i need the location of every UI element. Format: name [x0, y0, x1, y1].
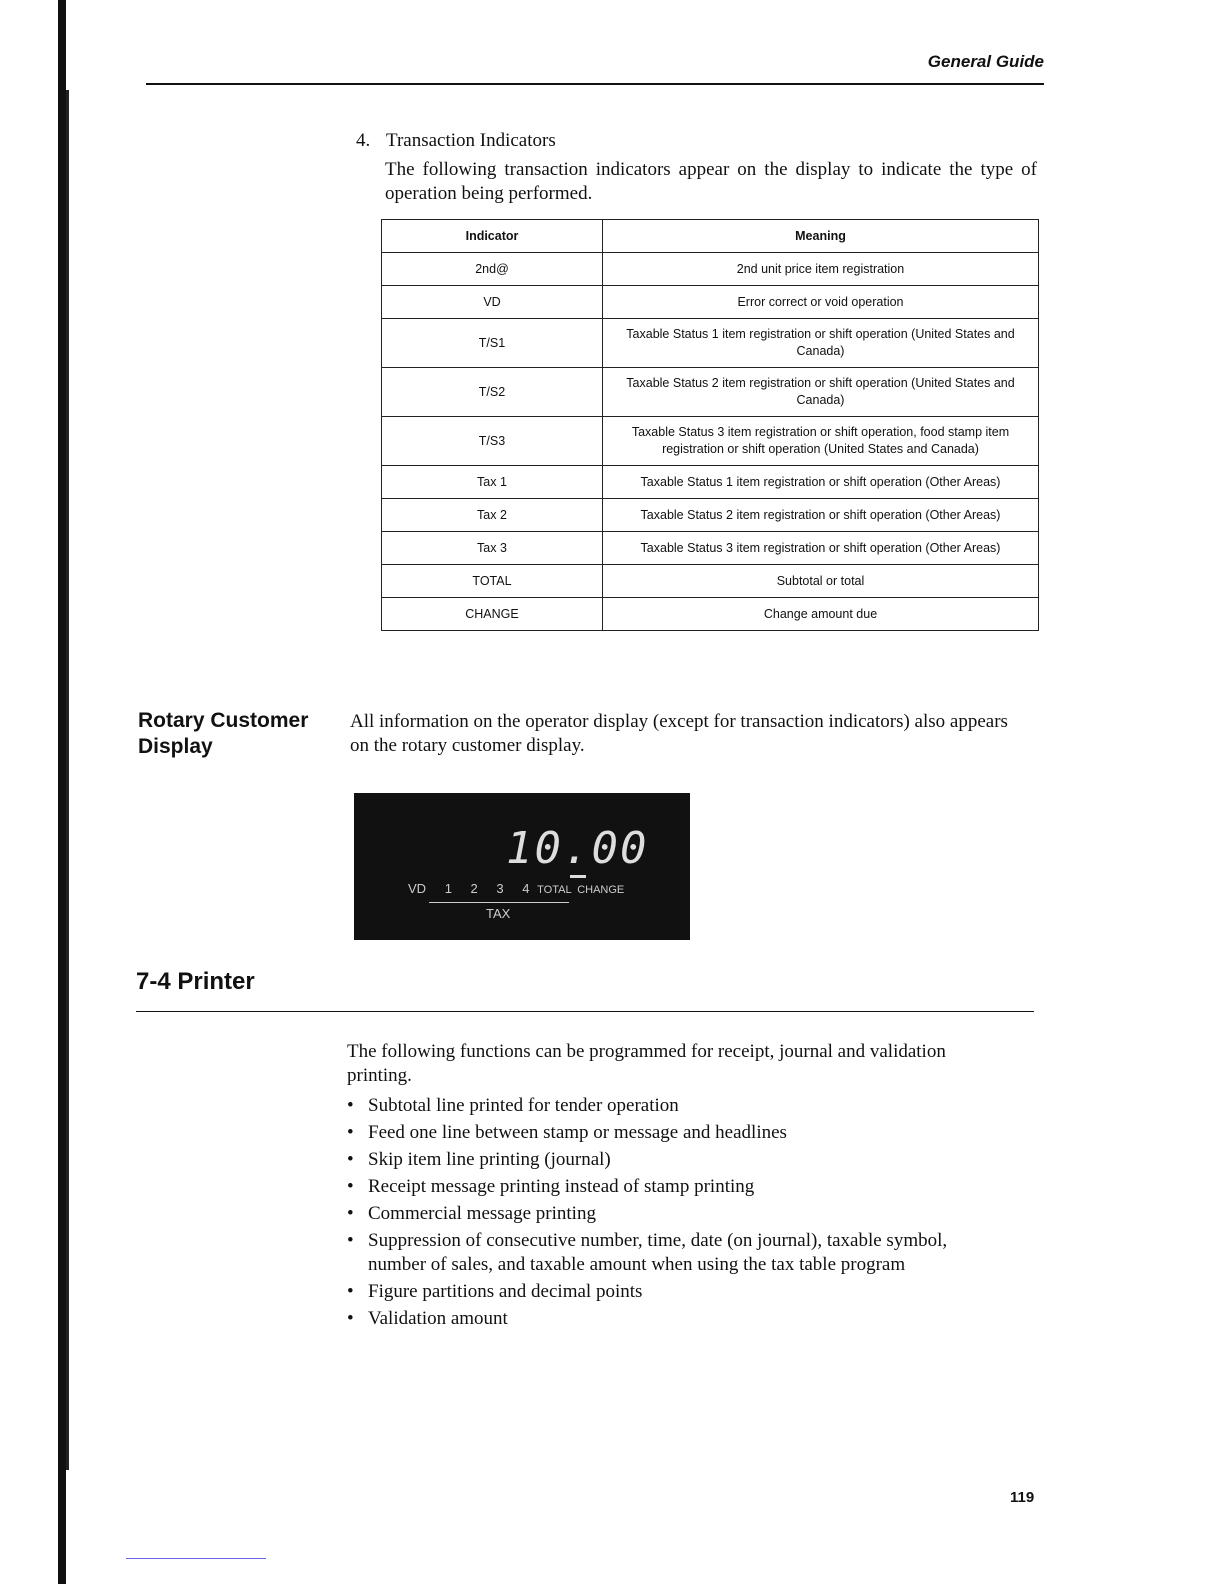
- item-description: The following transaction indicators appear on the display to indicate the type of operation being performed.: [385, 159, 1037, 204]
- meaning-cell: Change amount due: [603, 598, 1039, 631]
- meaning-cell: Taxable Status 1 item registration or shift operation (Other Areas): [603, 466, 1039, 499]
- display-tax-label: TAX: [486, 906, 511, 921]
- indicator-cell: T/S1: [382, 319, 603, 368]
- list-item: • Subtotal line printed for tender operation: [347, 1094, 1007, 1118]
- meaning-cell: Taxable Status 3 item registration or shift operation, food stamp item registration or shift operation (United States and Canada): [603, 417, 1039, 466]
- display-indicator: 2: [470, 881, 478, 896]
- meaning-cell: Taxable Status 3 item registration or shift operation (Other Areas): [603, 532, 1039, 565]
- indicator-cell: T/S3: [382, 417, 603, 466]
- running-header: General Guide: [927, 52, 1044, 71]
- rotary-display-text: All information on the operator display (except for transaction indicators) also appears on the rotary customer display.: [350, 711, 1008, 756]
- column-header-indicator: Indicator: [382, 220, 603, 253]
- list-item: • Commercial message printing: [347, 1202, 1007, 1226]
- meaning-cell: Taxable Status 2 item registration or shift operation (United States and Canada): [603, 368, 1039, 417]
- list-item: • Suppression of consecutive number, time, date (on journal), taxable symbol, number of sales, and taxable amount when using the tax table program: [347, 1229, 1007, 1277]
- table-row: [382, 466, 1039, 499]
- list-item: • Validation amount: [347, 1307, 1007, 1331]
- footer-rule: [126, 1558, 266, 1559]
- table-row: [382, 499, 1039, 532]
- meaning-cell: Taxable Status 1 item registration or shift operation (United States and Canada): [603, 319, 1039, 368]
- printer-section-heading: 7-4 Printer: [136, 968, 255, 995]
- indicator-cell: Tax 3: [382, 532, 603, 565]
- column-header-meaning: Meaning: [603, 220, 1039, 253]
- display-indicator: 1: [444, 881, 452, 896]
- header-rule: [146, 83, 1044, 85]
- list-item: • Feed one line between stamp or message and headlines: [347, 1121, 1007, 1145]
- meaning-cell: Taxable Status 2 item registration or shift operation (Other Areas): [603, 499, 1039, 532]
- indicator-cell: Tax 2: [382, 499, 603, 532]
- printer-function-list: [347, 1094, 1007, 1334]
- display-indicator: TOTAL: [537, 884, 572, 896]
- indicator-cell: CHANGE: [382, 598, 603, 631]
- meaning-cell: 2nd unit price item registration: [603, 253, 1039, 286]
- table-row: [382, 253, 1039, 286]
- display-dash-marker: [570, 875, 586, 878]
- indicator-cell: VD: [382, 286, 603, 319]
- table-row: [382, 368, 1039, 417]
- display-indicator: CHANGE: [577, 884, 625, 896]
- page-binding-edge-shadow: [66, 90, 69, 1470]
- item-number: 4.: [356, 130, 371, 151]
- meaning-cell: Subtotal or total: [603, 565, 1039, 598]
- table-row: [382, 286, 1039, 319]
- display-indicator-row: [408, 881, 626, 896]
- section-item-title: [356, 130, 556, 152]
- indicator-cell: T/S2: [382, 368, 603, 417]
- list-item: • Receipt message printing instead of stamp printing: [347, 1175, 1007, 1199]
- table-row: [382, 598, 1039, 631]
- indicator-cell: TOTAL: [382, 565, 603, 598]
- display-indicator: 3: [496, 881, 504, 896]
- display-digits: 10.00: [506, 823, 649, 874]
- customer-display-photo: [354, 793, 690, 940]
- indicator-table: [381, 219, 1039, 631]
- page-binding-edge: [58, 0, 66, 1584]
- indicator-cell: Tax 1: [382, 466, 603, 499]
- table-row: [382, 417, 1039, 466]
- rotary-display-heading: Rotary Customer Display: [138, 709, 309, 758]
- printer-intro: The following functions can be programmed for receipt, journal and validation printing.: [347, 1041, 946, 1086]
- display-indicator: VD: [408, 881, 427, 896]
- page-number: 119: [1010, 1489, 1035, 1506]
- table-row: [382, 532, 1039, 565]
- table-row: [382, 319, 1039, 368]
- display-indicator: 4: [522, 881, 530, 896]
- section-rule: [136, 1011, 1034, 1012]
- indicator-cell: 2nd@: [382, 253, 603, 286]
- tax-bracket-line: [429, 902, 569, 903]
- meaning-cell: Error correct or void operation: [603, 286, 1039, 319]
- item-title-text: Transaction Indicators: [386, 130, 556, 151]
- list-item: • Skip item line printing (journal): [347, 1148, 1007, 1172]
- list-item: • Figure partitions and decimal points: [347, 1280, 1007, 1304]
- table-header-row: [382, 220, 1039, 253]
- table-row: [382, 565, 1039, 598]
